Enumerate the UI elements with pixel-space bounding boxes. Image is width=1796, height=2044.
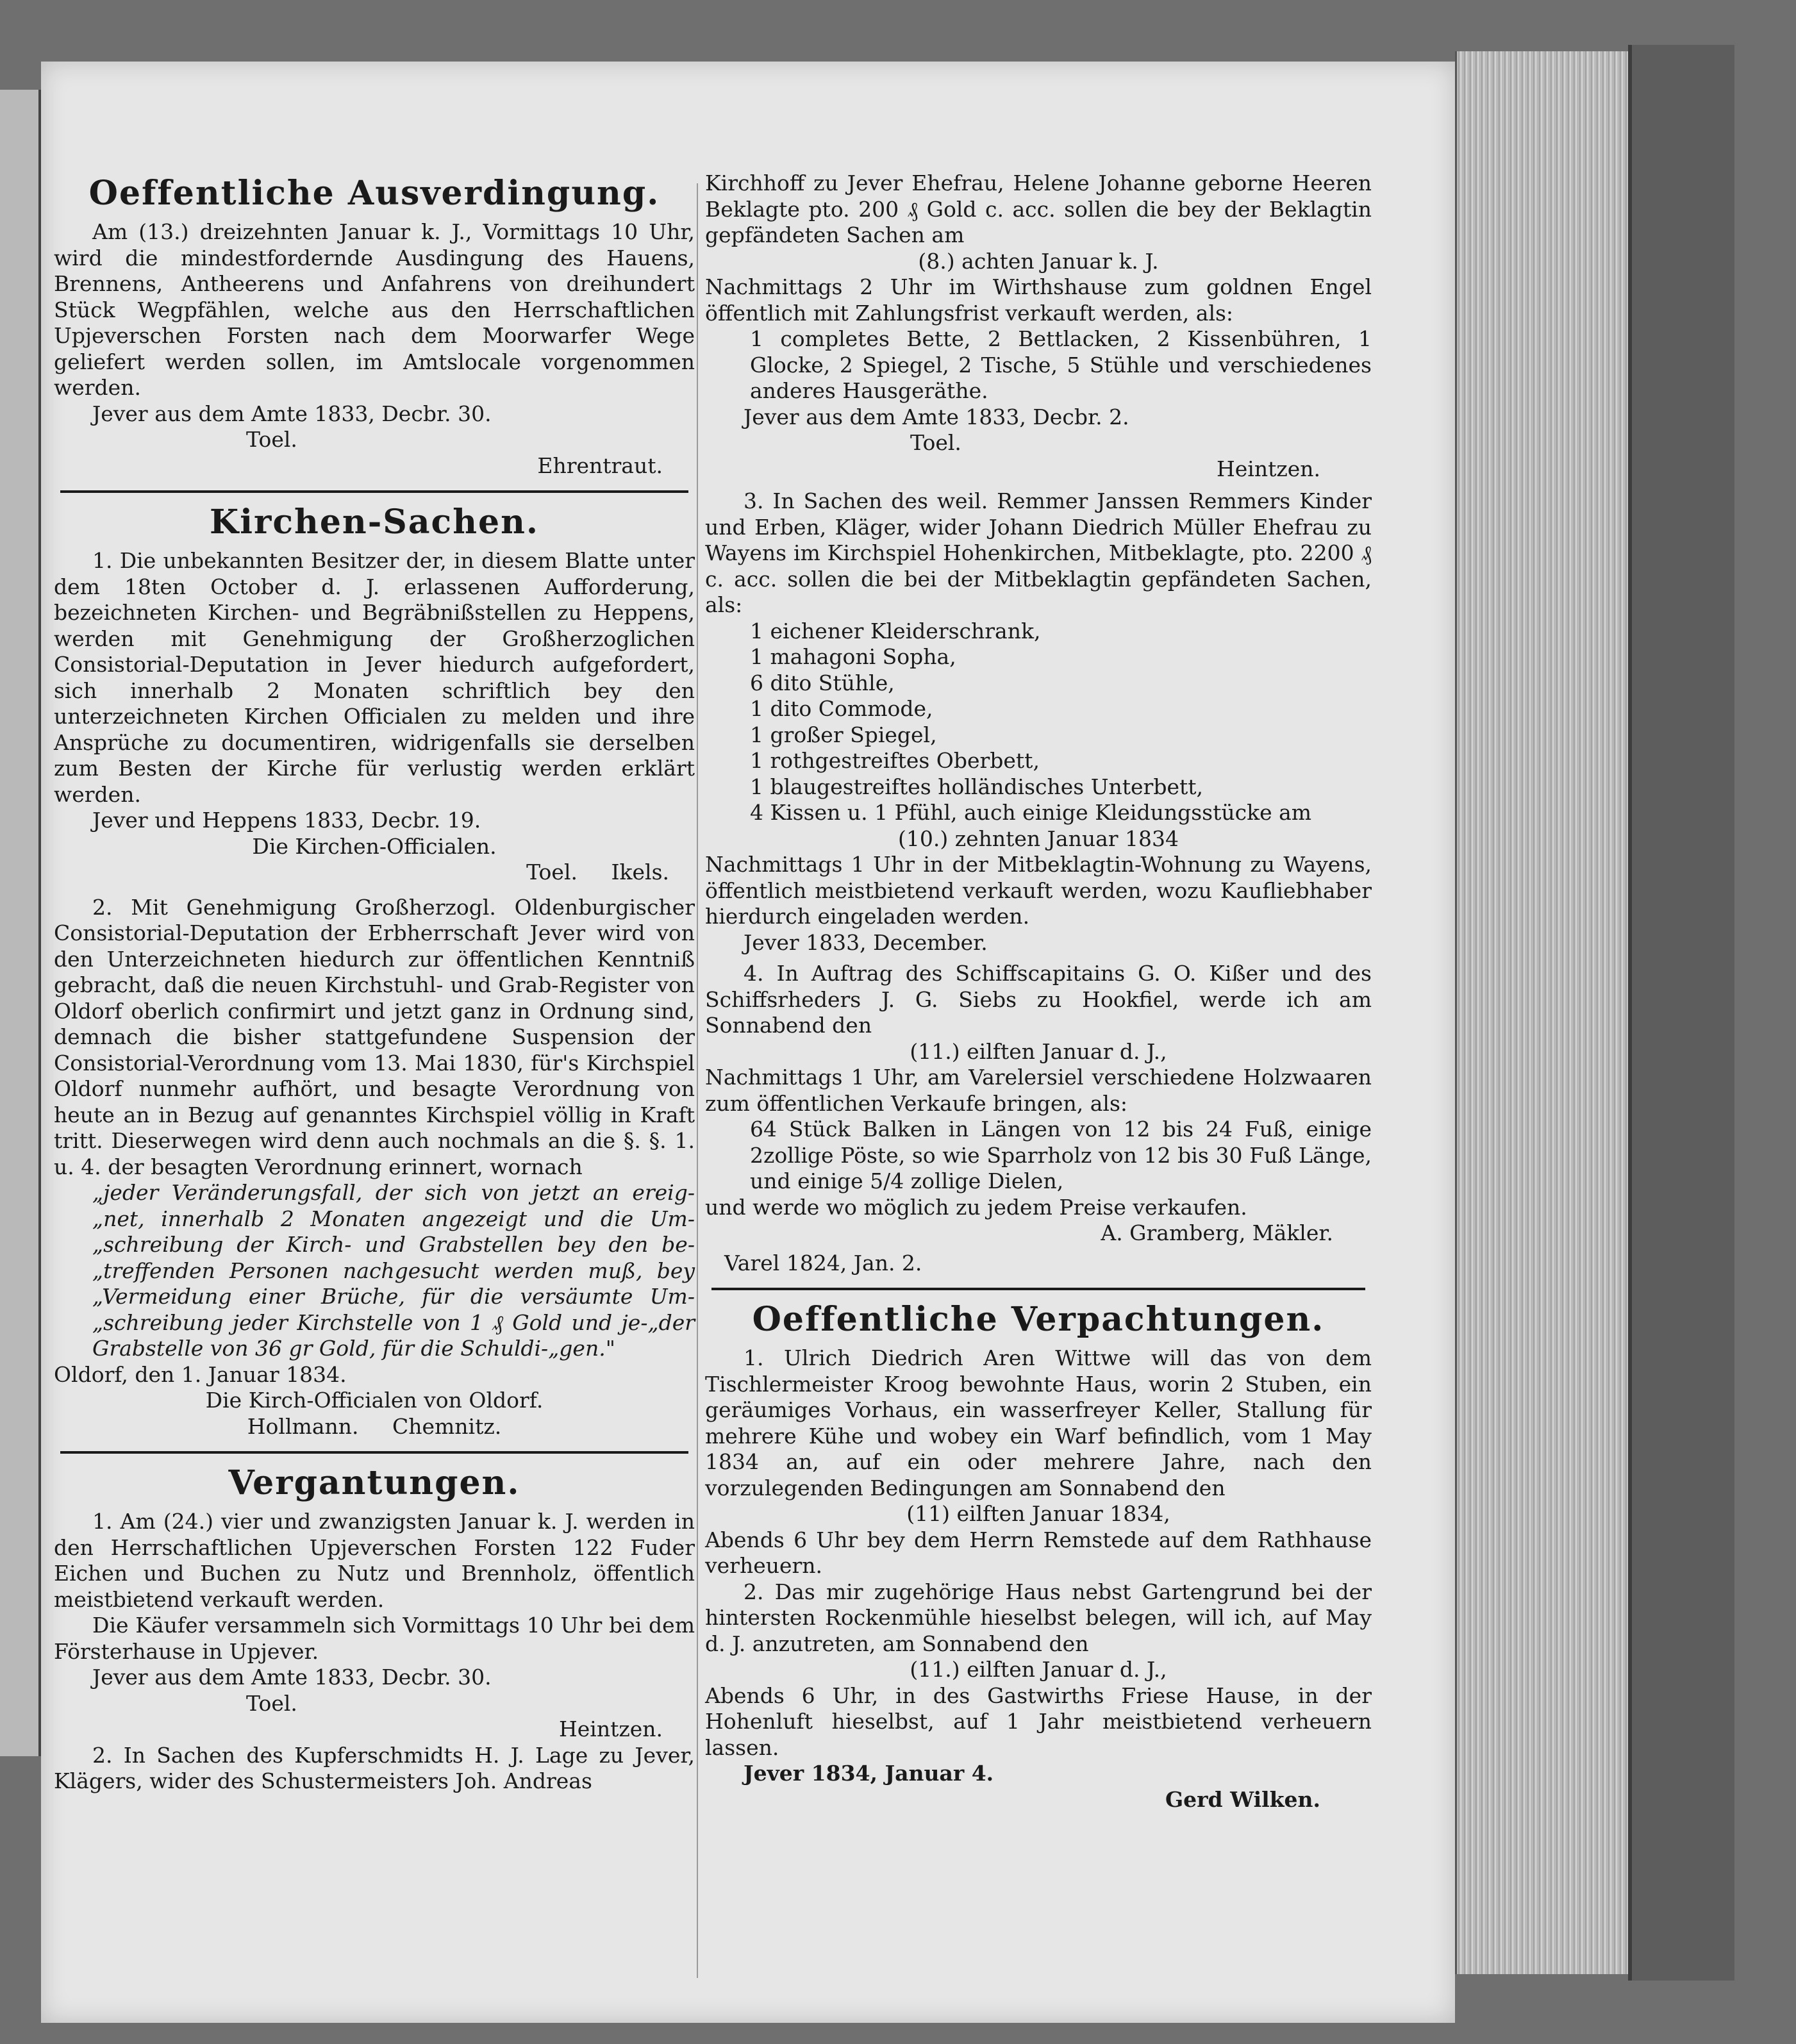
book-page-edges (1455, 51, 1636, 1974)
body-text: 2. Das mir zugehörige Haus nebst Gartengrund bei der hintersten Rockenmühle hieselbst belegen, will ich, auf May d. J. anzutreten, am Sonnabend den (705, 1579, 1372, 1656)
item-list (705, 619, 1372, 826)
item-list: 1 completes Bette, 2 Bettlacken, 2 Kissenbühren, 1 Glocke, 2 Spiegel, 2 Tische, 5 Stühle und verschiedenes anderes Hausgeräthe. (750, 326, 1372, 403)
place-date: Jever 1833, December. (744, 929, 988, 955)
signature: Ehrentraut. (537, 453, 663, 478)
body-text: 2. Mit Genehmigung Großherzogl. Oldenburgischer Consistorial-Deputation der Erbherrschaft Jever wird von den Unterzeichneten hiedurch zur öffentlichen Kenntniß gebracht, daß die neuen Kirchstuhl- und Grab-Register von Oldorf oberlich confirmirt und jetzt ganz in Ordnung sind, demnach die bisher stattgefundene Suspension der Consistorial-Verordnung vom 13. Mai 1830, für's Kirchspiel Oldorf nunmehr aufhört, und besagte Verordnung von heute an in Bezug auf genanntes Kirchspiel völlig in Kraft tritt. Dieserwegen wird denn auch nochmals an die §. §. 1. u. 4. der besagten Verordnung erinnert, wornach (54, 894, 695, 1179)
section-vergantungen (54, 1463, 695, 1795)
signature: Heintzen. (558, 1716, 663, 1741)
list-item: 1 großer Spiegel, (750, 722, 937, 747)
body-text: 1. Am (24.) vier und zwanzigsten Januar k. J. werden in den Herrschaftlichen Upjeverschen Forsten 122 Fuder Eichen und Buchen zu Nutz und Brennholz, öffentlich meistbietend verkauft werden. (54, 1509, 695, 1612)
place-date: Jever und Heppens 1833, Decbr. 19. (92, 808, 481, 833)
list-item: 1 eichener Kleiderschrank, (750, 618, 1041, 644)
list-item: 1 blaugestreiftes holländisches Unterbett, (750, 774, 1203, 799)
date-line: (11.) eilften Januar d. J., (910, 1038, 1167, 1064)
body-text: Kirchhoff zu Jever Ehefrau, Helene Johanne geborne Heeren Beklagte pto. 200 ₰ Gold c. acc. sollen die bey der Beklagtin gepfändeten Sachen am (705, 170, 1372, 247)
body-text: Die Käufer versammeln sich Vormittags 10 Uhr bei dem Försterhause in Upjever. (54, 1613, 695, 1664)
place-date: Jever aus dem Amte 1833, Decbr. 30. (92, 401, 492, 426)
date-line: (11) eilften Januar 1834, (906, 1501, 1170, 1526)
right-column (705, 170, 1372, 1813)
body-text: 4. In Auftrag des Schiffscapitains G. O. Kißer und des Schiffsrheders J. G. Siebs zu Hookfiel, werde ich am Sonnabend den (705, 961, 1372, 1038)
body-text: Abends 6 Uhr bey dem Herrn Remstede auf dem Rathhause verheuern. (705, 1527, 1372, 1578)
signature: Toel. (910, 430, 961, 455)
place-date: Jever aus dem Amte 1833, Decbr. 2. (744, 404, 1129, 429)
body-text: Nachmittags 1 Uhr, am Varelersiel verschiedene Holzwaaren zum öffentlichen Verkaufe bringen, als: (705, 1065, 1372, 1116)
place-date: Varel 1824, Jan. 2. (724, 1250, 922, 1275)
signature: Heintzen. (1216, 456, 1320, 481)
body-text: 3. In Sachen des weil. Remmer Janssen Remmers Kinder und Erben, Kläger, wider Johann Diedrich Müller Ehefrau zu Wayens im Kirchspiel Hohenkirchen, Mitbeklagte, pto. 2200 ₰ c. acc. sollen die bei der Mitbeklagtin gepfändeten Sachen, als: (705, 488, 1372, 617)
left-column (54, 170, 695, 1795)
body-text: 1. Ulrich Diedrich Aren Wittwe will das von dem Tischlermeister Kroog bewohnte Haus, worin 2 Stuben, ein geräumiges Vorhaus, ein wasserfreyer Keller, Stallung für mehrere Kühe und wobey ein Warf befindlich, vom 1 May 1834 an, auf ein oder mehrere Jahre, nach den vorzulegenden Bedingungen am Sonnabend den (705, 1345, 1372, 1500)
section-rule (60, 1451, 688, 1454)
book-cover (1628, 45, 1734, 1981)
signature: Hollmann. Chemnitz. (247, 1413, 502, 1439)
heading-verpachtungen: Oeffentliche Verpachtungen. (752, 1300, 1325, 1339)
body-text: Nachmittags 1 Uhr in der Mitbeklagtin-Wohnung zu Wayens, öffentlich meistbietend verkauft werden, wozu Kaufliebhaber hierdurch eingeladen werden. (705, 852, 1372, 929)
place-date: Jever aus dem Amte 1833, Decbr. 30. (92, 1665, 492, 1690)
section-kirchen-sachen (54, 502, 695, 1440)
list-item: 1 dito Commode, (750, 696, 933, 721)
body-text: 1. Die unbekannten Besitzer der, in diesem Blatte unter dem 18ten October d. J. erlassenen Aufforderung, bezeichneten Kirchen- und Begräbnißstellen zu Heppens, werden mit Genehmigung der Großherzoglichen Consistorial-Deputation in Jever hiedurch aufgefordert, sich innerhalb 2 Monaten schriftlich bey den unterzeichneten Kirchen Officialen zu melden und ihre Ansprüche zu documentiren, widrigenfalls sie derselben zum Besten der Kirche für verlustig werden erklärt werden. (54, 548, 695, 807)
heading-kirchen-sachen: Kirchen-Sachen. (210, 503, 539, 542)
place-date: Oldorf, den 1. Januar 1834. (54, 1361, 347, 1387)
signature: Toel. (246, 1690, 297, 1716)
body-text: Abends 6 Uhr, in des Gastwirths Friese Hause, in der Hohenluft hieselbst, auf 1 Jahr meistbietend verheuern lassen. (705, 1683, 1372, 1760)
section-ausverdingung (54, 173, 695, 479)
signature: Toel. (246, 427, 297, 452)
organisation: Die Kirch-Officialen von Oldorf. (205, 1388, 544, 1413)
list-item: 1 mahagoni Sopha, (750, 644, 956, 669)
signature: Toel. Ikels. (526, 860, 669, 885)
body-text: 2. In Sachen des Kupferschmidts H. J. Lage zu Jever, Klägers, wider des Schustermeisters Joh. Andreas (54, 1742, 695, 1793)
quoted-text: „jeder Veränderungsfall, der sich von jetzt an ereig-„net, innerhalb 2 Monaten angezeigt und die Um-„schreibung der Kirch- und Grabstellen bey den be-„treffenden Personen nachgesucht werden muß, bey „Vermeidung einer Brüche, für die versäumte Um-„schreibung jeder Kirchstelle von 1 ₰ Gold und je-„der Grabstelle von 36 gr Gold, für die Schuldi-„gen." (92, 1180, 695, 1361)
signature: A. Gramberg, Mäkler. (1101, 1220, 1333, 1245)
body-text: und werde wo möglich zu jedem Preise verkaufen. (705, 1194, 1247, 1220)
signature: Gerd Wilken. (1165, 1786, 1320, 1812)
section-rule (711, 1288, 1365, 1290)
place-date: Jever 1834, Januar 4. (744, 1761, 994, 1786)
section-verpachtungen (705, 1299, 1372, 1813)
column-divider (697, 183, 698, 1978)
list-item: 4 Kissen u. 1 Pfühl, auch einige Kleidungsstücke am (750, 800, 1312, 825)
body-text: Nachmittags 2 Uhr im Wirthshause zum goldnen Engel öffentlich mit Zahlungsfrist verkauft werden, als: (705, 274, 1372, 326)
heading-vergantungen: Vergantungen. (228, 1463, 520, 1502)
previous-page-edge (0, 90, 41, 1756)
body-text: Am (13.) dreizehnten Januar k. J., Vormittags 10 Uhr, wird die mindestfordernde Ausdingung des Hauens, Brennens, Antheerens und Anfahrens von dreihundert Stück Wegpfählen, welche aus den Herrschaftlichen Upjeverschen Forsten nach dem Moorwarfer Wege geliefert werden sollen, im Amtslocale vorgenommen werden. (54, 219, 695, 400)
newspaper-page (41, 62, 1455, 2023)
list-item: 6 dito Stühle, (750, 670, 895, 695)
item-list: 64 Stück Balken in Längen von 12 bis 24 Fuß, einige 2zollige Pöste, so wie Sparrholz von 12 bis 30 Fuß Länge, und einige 5/4 zollige Dielen, (750, 1117, 1372, 1193)
date-line: (11.) eilften Januar d. J., (910, 1657, 1167, 1682)
heading-ausverdingung: Oeffentliche Ausverdingung. (88, 174, 660, 213)
list-item: 1 rothgestreiftes Oberbett, (750, 748, 1040, 773)
date-line: (8.) achten Januar k. J. (918, 248, 1159, 274)
organisation: Die Kirchen-Officialen. (252, 833, 497, 859)
date-line: (10.) zehnten Januar 1834 (897, 826, 1179, 851)
section-rule (60, 490, 688, 493)
